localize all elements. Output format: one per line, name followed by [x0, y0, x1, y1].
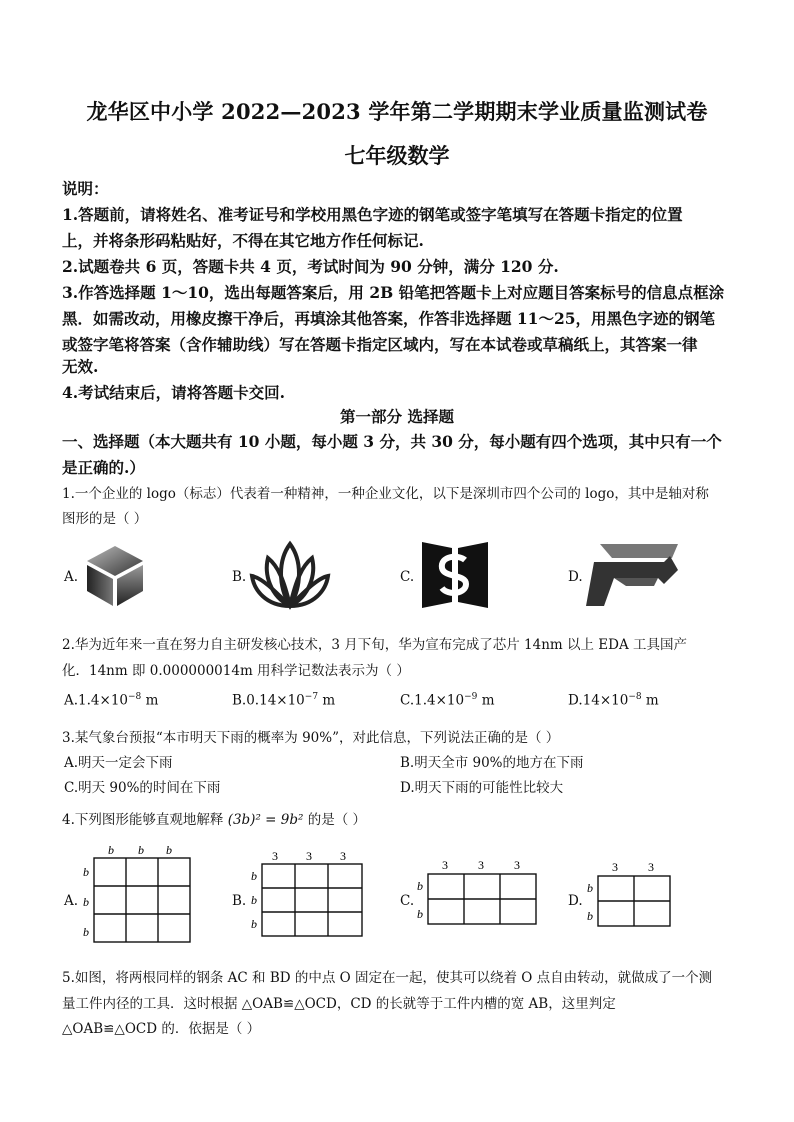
- q4-option-b-label: B.: [232, 893, 247, 909]
- q1-option-c-label: C.: [400, 569, 415, 585]
- label-b: b: [83, 925, 89, 939]
- label-3: 3: [272, 849, 278, 863]
- label-3: 3: [648, 860, 654, 874]
- logo-lotus-icon: [248, 540, 332, 610]
- label-b: b: [166, 843, 172, 857]
- q3-option-c: C.明天 90%的时间在下雨: [64, 780, 221, 796]
- label-3: 3: [612, 860, 618, 874]
- q5-text-cont: 量工件内径的工具．这时根据 △OAB≌△OCD，CD 的长就等于工件内槽的宽 AB，这里判定: [62, 996, 616, 1012]
- q5-text-cont: △OAB≌△OCD 的．依据是（ ）: [62, 1021, 261, 1037]
- label-b: b: [587, 881, 593, 895]
- q2-option-c: $C.1.4\times 10^{-9}$ m: [400, 692, 495, 709]
- label-b: b: [417, 907, 423, 921]
- q1-text-cont: 图形的是（ ）: [62, 511, 148, 527]
- label-b: b: [251, 917, 257, 931]
- q1-option-b-label: B.: [232, 569, 247, 585]
- q4-grid-d: [584, 858, 680, 930]
- q1-option-d-label: D.: [568, 569, 583, 585]
- label-b: b: [83, 895, 89, 909]
- section-heading: 一、选择题（本大题共有 10 小题，每小题 3 分，共 30 分，每小题有四个选项，其中只有一个: [62, 432, 722, 451]
- section-heading-cont: 是正确的.）: [62, 458, 145, 477]
- logo-f-arrow-icon: [584, 542, 680, 608]
- q4-text: 4.下列图形能够直观地解释 (3b)² = 9b² 的是（ ）: [62, 812, 366, 828]
- label-3: 3: [514, 858, 520, 872]
- q2-option-b: $B.0.14\times 10^{-7}$ m: [232, 692, 336, 709]
- q4-option-c-label: C.: [400, 893, 415, 909]
- q3-option-b: B.明天全市 90%的地方在下雨: [400, 755, 584, 771]
- exam-title: 龙华区中小学 2022—2023 学年第二学期期末学业质量监测试卷: [86, 99, 708, 124]
- q3-text: 3.某气象台预报“本市明天下雨的概率为 90%”，对此信息，下列说法正确的是（ ）: [62, 730, 560, 746]
- part1-title: 第一部分 选择题: [340, 407, 454, 426]
- q4-option-a-label: A.: [64, 893, 79, 909]
- label-3: 3: [306, 849, 312, 863]
- instruction-line: 上，并将条形码粘贴好，不得在其它地方作任何标记.: [62, 231, 424, 250]
- logo-s-icon: [418, 540, 492, 610]
- label-b: b: [83, 865, 89, 879]
- label-b: b: [138, 843, 144, 857]
- q3-option-a: A.明天一定会下雨: [64, 755, 173, 771]
- instruction-line: 或签字笔将答案（含作辅助线）写在答题卡指定区域内，写在本试卷或草稿纸上，其答案一律: [62, 335, 698, 354]
- q4-grid-b: [248, 848, 372, 940]
- label-b: b: [108, 843, 114, 857]
- logo-cube-icon: [82, 543, 148, 609]
- q4-grid-a: [80, 842, 200, 946]
- q5-text: 5.如图，将两根同样的钢条 AC 和 BD 的中点 O 固定在一起，使其可以绕着 O 点自由转动，就做成了一个测: [62, 970, 713, 986]
- instructions-heading: 说明：: [62, 179, 109, 198]
- q1-option-a-label: A.: [64, 569, 79, 585]
- q2-text-cont: 化．14nm 即 0.000000014m 用科学记数法表示为（ ）: [62, 663, 410, 679]
- instruction-line: 黑．如需改动，用橡皮擦干净后，再填涂其他答案，作答非选择题 11～25，用黑色字迹的钢笔: [62, 309, 716, 328]
- q4-option-d-label: D.: [568, 893, 583, 909]
- label-b: b: [251, 869, 257, 883]
- label-b: b: [251, 893, 257, 907]
- instruction-line: 无效.: [62, 357, 99, 376]
- instruction-line: 1.答题前，请将姓名、准考证号和学校用黑色字迹的钢笔或签字笔填写在答题卡指定的位置: [62, 205, 683, 224]
- q4-grid-c: [414, 856, 544, 928]
- instruction-line: 2.试题卷共 6 页，答题卡共 4 页，考试时间为 90 分钟，满分 120 分.: [62, 257, 559, 276]
- q2-text: 2.华为近年来一直在努力自主研发核心技术，3 月下旬，华为宣布完成了芯片 14nm 以上 EDA 工具国产: [62, 637, 688, 653]
- q2-option-a: $A.1.4\times 10^{-8}$ m: [64, 692, 159, 709]
- q2-option-d: $D.14\times 10^{-8}$ m: [568, 692, 659, 709]
- label-3: 3: [442, 858, 448, 872]
- q1-text: 1.一个企业的 logo（标志）代表着一种精神，一种企业文化，以下是深圳市四个公司的 logo，其中是轴对称: [62, 486, 709, 502]
- instruction-line: 4.考试结束后，请将答题卡交回.: [62, 383, 286, 402]
- label-b: b: [417, 879, 423, 893]
- q3-option-d: D.明天下雨的可能性比较大: [400, 780, 564, 796]
- label-3: 3: [340, 849, 346, 863]
- label-b: b: [587, 909, 593, 923]
- label-3: 3: [478, 858, 484, 872]
- exam-subtitle: 七年级数学: [344, 143, 450, 168]
- instruction-line: 3.作答选择题 1～10，选出每题答案后，用 2B 铅笔把答题卡上对应题目答案标号的信息点框涂: [62, 283, 725, 302]
